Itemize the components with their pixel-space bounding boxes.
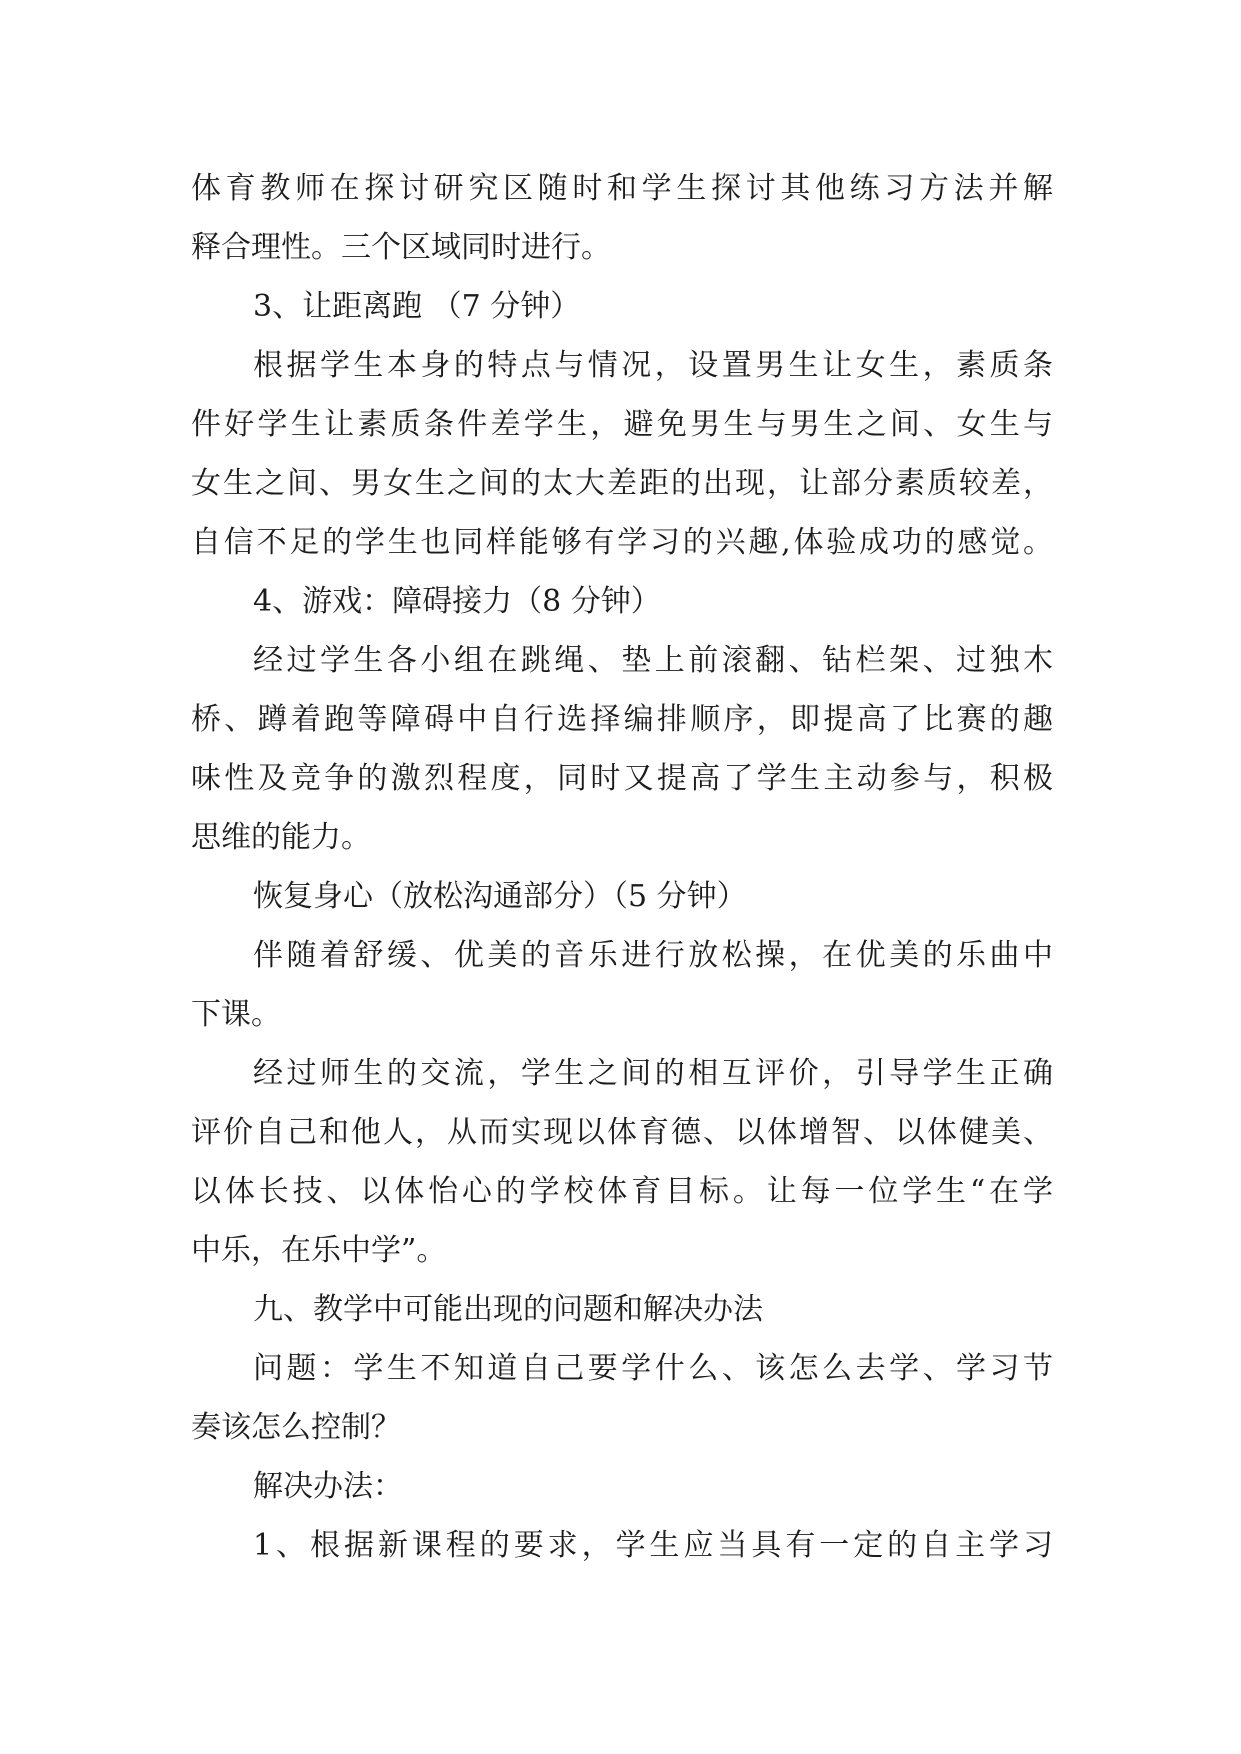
text-line: 伴随着舒缓、优美的音乐进行放松操，在优美的乐曲中: [253, 938, 1053, 973]
text-line: 女生之间、男女生之间的太大差距的出现，让部分素质较差，: [191, 466, 1053, 501]
text-line: 件好学生让素质条件差学生，避免男生与男生之间、女生与: [191, 407, 1053, 442]
text-line: 自信不足的学生也同样能够有学习的兴趣,体验成功的感觉。: [191, 525, 1053, 560]
text-line: 释合理性。三个区域同时进行。: [191, 230, 611, 265]
text-line: 桥、蹲着跑等障碍中自行选择编排顺序，即提高了比赛的趣: [191, 702, 1053, 737]
text-line: 根据学生本身的特点与情况，设置男生让女生，素质条: [253, 348, 1053, 383]
text-line: 味性及竞争的激烈程度，同时又提高了学生主动参与，积极: [191, 761, 1053, 796]
text-line: 以体长技、以体怡心的学校体育目标。让每一位学生“在学: [191, 1174, 1053, 1209]
section-heading: 4、游戏：障碍接力（8 分钟）: [253, 584, 661, 619]
document-page: [191, 159, 1053, 1575]
text-line: 奏该怎么控制？: [191, 1410, 401, 1445]
text-line: 中乐，在乐中学”。: [191, 1233, 447, 1268]
text-line: 经过学生各小组在跳绳、垫上前滚翻、钻栏架、过独木: [253, 643, 1053, 678]
section-heading: 3、让距离跑 （7 分钟）: [253, 289, 581, 324]
text-line: 下课。: [191, 997, 281, 1032]
text-line: 1、根据新课程的要求，学生应当具有一定的自主学习: [253, 1528, 1053, 1563]
text-line: 经过师生的交流，学生之间的相互评价，引导学生正确: [253, 1056, 1053, 1091]
text-line: 评价自己和他人，从而实现以体育德、以体增智、以体健美、: [191, 1115, 1053, 1150]
text-line: 思维的能力。: [191, 820, 371, 855]
text-line: 体育教师在探讨研究区随时和学生探讨其他练习方法并解: [191, 171, 1053, 206]
text-line: 解决办法：: [253, 1469, 403, 1504]
section-heading: 九、教学中可能出现的问题和解决办法: [253, 1292, 763, 1327]
section-heading: 恢复身心（放松沟通部分）（5 分钟）: [253, 879, 747, 914]
text-line: 问题：学生不知道自己要学什么、该怎么去学、学习节: [253, 1351, 1053, 1386]
